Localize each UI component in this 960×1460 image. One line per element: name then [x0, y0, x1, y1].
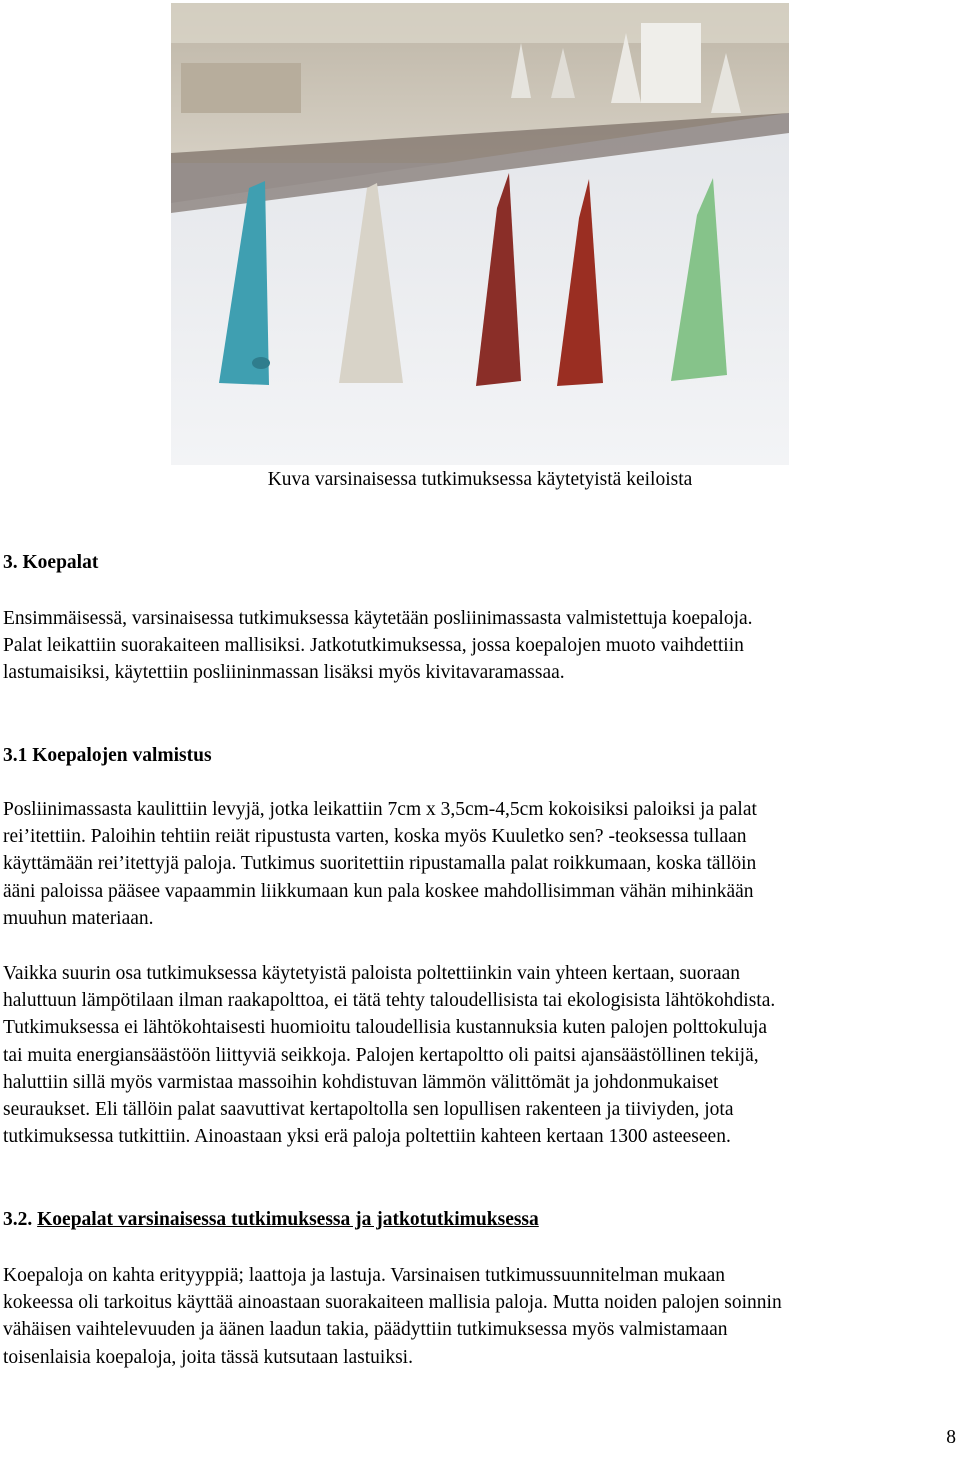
section-3-1-paragraph-1 [3, 796, 957, 932]
text-line: rei’itettiin. Paloihin tehtiin reiät ripustusta varten, koska myös Kuuletko sen? -teoksessa tullaan [3, 826, 747, 848]
section-3-2-heading [3, 1206, 539, 1234]
section-3-1-heading: 3.1 Koepalojen valmistus [3, 745, 212, 766]
section-title: Koepalat varsinaisessa tutkimuksessa ja jatkotutkimuksessa [37, 1209, 539, 1230]
text-line: tai muita energiansäästöön liittyviä seikkoja. Palojen kertapoltto oli paitsi ajansäästöllinen tekijä, [3, 1044, 759, 1066]
text-line: Vaikka suurin osa tutkimuksessa käytetyistä paloista poltettiinkin vain yhteen kertaan, suoraan [3, 963, 741, 984]
text-line: tutkimuksessa tutkittiin. Ainoastaan yksi erä paloja poltettiin kahteen kertaan 1300 asteeseen. [3, 1126, 731, 1148]
text-line: haluttiin sillä myös varmistaa massoihin kohdistuvan lämmön välittömät ja johdonmukaiset [3, 1071, 719, 1093]
text-line: toisenlaisia koepaloja, joita tässä kutsutaan lastuiksi. [3, 1346, 413, 1368]
text-line: Ensimmäisessä, varsinaisessa tutkimuksessa käytetään posliinimassasta valmistettuja koepaloja. [3, 608, 753, 629]
text-line: Koepaloja on kahta erityyppiä; laattoja ja lastuja. Varsinaisen tutkimussuunnitelman mukaan [3, 1265, 726, 1286]
photo-of-colored-ceramic-wedges-icon [171, 3, 789, 465]
page-number: 8 [946, 1427, 956, 1448]
text-line: kokeessa oli tarkoitus käyttää ainoastaan suorakaiteen mallisia paloja. Mutta noiden palojen soinnin [3, 1292, 782, 1314]
text-line: Palat leikattiin suorakaiteen mallisiksi. Jatkotutkimuksessa, jossa koepalojen muoto vaihdettiin [3, 635, 744, 657]
section-3-1-paragraph-2 [3, 960, 957, 1150]
text-line: muuhun materiaan. [3, 907, 154, 929]
text-line: käyttämään rei’itettyjä paloja. Tutkimus suoritettiin ripustamalla palat roikkumaan, koska tällöin [3, 853, 757, 875]
section-3-2-paragraph [3, 1262, 957, 1371]
text-line: Tutkimuksessa ei lähtökohtaisesti huomioitu taloudellisia kustannuksia kuten palojen polttokuluja [3, 1017, 768, 1039]
section-number: 3.2. [3, 1209, 33, 1230]
text-line: Posliinimassasta kaulittiin levyjä, jotka leikattiin 7cm x 3,5cm-4,5cm kokoisiksi paloiksi ja palat [3, 799, 757, 820]
text-line: haluttuun lämpötilaan ilman raakapolttoa, ei tätä tehty taloudellisista tai ekologisista lähtökohdista. [3, 990, 776, 1012]
text-line: lastumaisiksi, käytettiin posliininmassan lisäksi myös kivitavaramassaa. [3, 662, 565, 684]
text-line: vähäisen vaihtelevuuden ja äänen laadun takia, päädyttiin tutkimuksessa myös valmistamaan [3, 1319, 728, 1341]
section-3-heading: 3. Koepalat [3, 552, 99, 573]
text-line: ääni paloissa pääsee vapaammin liikkumaan kun pala koskee mahdollisimman vähän mihinkään [3, 880, 754, 902]
photo-caption: Kuva varsinaisessa tutkimuksessa käytetyistä keiloista [267, 469, 693, 490]
photo [171, 3, 789, 465]
section-3-paragraph [3, 605, 957, 687]
text-line: seuraukset. Eli tällöin palat saavuttivat kertapoltolla sen lopullisen rakenteen ja tiiviyden, jota [3, 1099, 734, 1121]
